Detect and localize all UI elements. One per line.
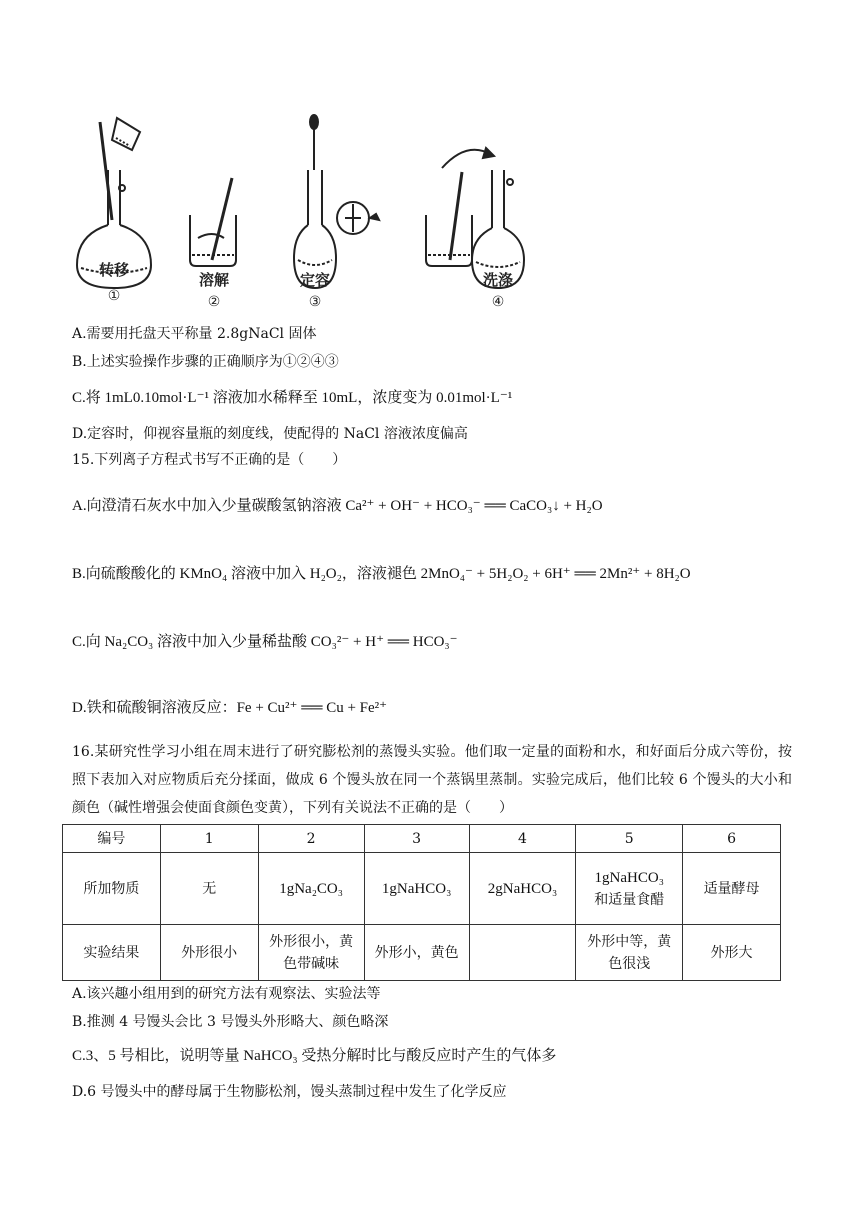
- table-cell: 编号: [63, 825, 161, 853]
- table-cell: [576, 853, 683, 925]
- table-cell: 5: [576, 825, 683, 853]
- q15-option-c: C.向 Na₂CO₃ 溶液中加入少量稀盐酸 CO₃²⁻ + H⁺ ══ HCO₃⁻: [72, 634, 458, 650]
- q16-option-c: C.3、5 号相比，说明等量 NaHCO₃ 受热分解时比与酸反应时产生的气体多: [72, 1048, 557, 1064]
- table-cell: 2gNaHCO₃: [469, 853, 576, 925]
- table-cell: 1gNa₂CO₃: [258, 853, 364, 925]
- q15-option-b: B.向硫酸酸化的 KMnO₄ 溶液中加入 H₂O₂，溶液褪色 2MnO₄⁻ + 5H₂O₂ + 6H⁺ ══ 2Mn²⁺ + 8H₂O: [72, 566, 691, 582]
- q14-option-b: B.上述实验操作步骤的正确顺序为①②④③: [72, 354, 339, 370]
- cell-line: 1gNaHCO₃: [594, 869, 664, 886]
- step-label-3: 定容: [299, 271, 331, 289]
- table-cell: 外形小，黄色: [364, 925, 469, 981]
- table-cell: 外形大: [683, 925, 781, 981]
- q14-option-a: A.需要用托盘天平称量 2.8gNaCl 固体: [72, 326, 317, 342]
- q16-table: [62, 824, 781, 981]
- q16-option-a: A.该兴趣小组用到的研究方法有观察法、实验法等: [72, 986, 381, 1002]
- q14-option-c: C.将 1mL0.10mol·L⁻¹ 溶液加水稀释至 10mL，浓度变为 0.01mol·L⁻¹: [72, 390, 513, 406]
- q16-stem: 16.某研究性学习小组在周末进行了研究膨松剂的蒸馒头实验。他们取一定量的面粉和水，和好面后分成六等份，按照下表加入对应物质后充分揉面，做成 6 个馒头放在同一个蒸锅里蒸制。实验完成后，他们比较 6 个馒头的大小和颜色（碱性增强会使面食颜色变黄），下列有关说法不正确的是（ ）: [72, 744, 792, 816]
- lab-operations-figure: [72, 110, 532, 320]
- q15-option-d: D.铁和硫酸铜溶液反应：Fe + Cu²⁺ ══ Cu + Fe²⁺: [72, 700, 388, 716]
- table-cell: 外形中等，黄色很浅: [576, 925, 683, 981]
- table-cell: 实验结果: [63, 925, 161, 981]
- dissolve-illustration: [190, 178, 236, 266]
- table-cell: 2: [258, 825, 364, 853]
- step-number-1: ①: [107, 288, 121, 304]
- table-cell: 外形很小: [160, 925, 258, 981]
- step-number-2: ②: [207, 294, 221, 310]
- step-label-1: 转移: [98, 261, 130, 279]
- table-cell: 4: [469, 825, 576, 853]
- table-cell: 无: [160, 853, 258, 925]
- q15-stem: 15.下列离子方程式书写不正确的是（ ）: [72, 452, 347, 468]
- q15-option-a: A.向澄清石灰水中加入少量碳酸氢钠溶液 Ca²⁺ + OH⁻ + HCO₃⁻ ══ CaCO₃↓ + H₂O: [72, 498, 603, 514]
- fix-volume-illustration: [294, 115, 379, 288]
- step-number-3: ③: [308, 294, 322, 310]
- wash-illustration: [426, 148, 524, 288]
- q16-option-d: D.6 号馒头中的酵母属于生物膨松剂，馒头蒸制过程中发生了化学反应: [72, 1084, 507, 1100]
- cell-line: 和适量食醋: [594, 891, 665, 908]
- q14-option-d: D.定容时，仰视容量瓶的刻度线，使配得的 NaCl 溶液浓度偏高: [72, 426, 468, 442]
- table-cell: 6: [683, 825, 781, 853]
- table-row: [63, 925, 781, 981]
- table-cell: 1gNaHCO₃: [364, 853, 469, 925]
- table-cell: 1: [160, 825, 258, 853]
- table-header-row: [63, 825, 781, 853]
- table-cell: 所加物质: [63, 853, 161, 925]
- step-label-2: 溶解: [198, 271, 230, 289]
- table-cell: [469, 925, 576, 981]
- table-cell: 外形很小，黄色带碱味: [258, 925, 364, 981]
- table-row: [63, 853, 781, 925]
- step-label-4: 洗涤: [482, 271, 514, 289]
- q16-option-b: B.推测 4 号馒头会比 3 号馒头外形略大、颜色略深: [72, 1014, 389, 1030]
- step-number-4: ④: [491, 294, 505, 310]
- table-cell: 3: [364, 825, 469, 853]
- table-cell: 适量酵母: [683, 853, 781, 925]
